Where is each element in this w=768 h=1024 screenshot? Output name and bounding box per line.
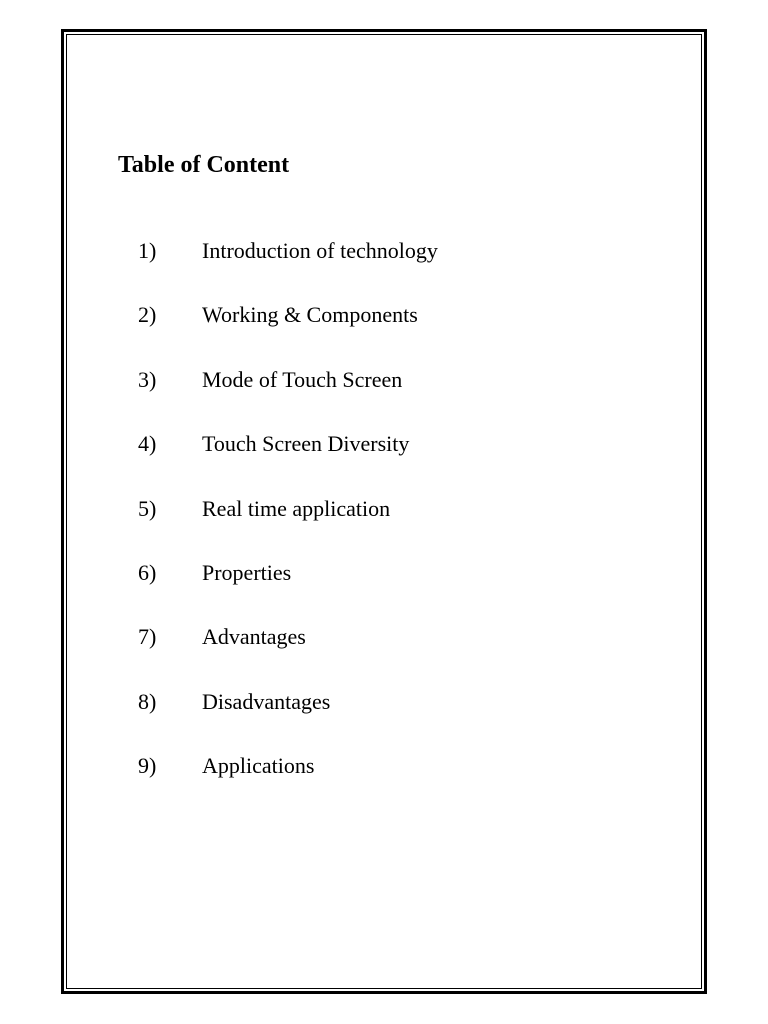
- toc-entry: [0, 687, 768, 751]
- toc-entry: [0, 236, 768, 300]
- toc-entry: [0, 429, 768, 493]
- page-title: Table of Content: [118, 152, 290, 178]
- toc-entry: [0, 558, 768, 622]
- toc-entry-text: Touch Screen Diversity: [202, 431, 410, 457]
- toc-entry-number: 1): [138, 238, 157, 263]
- toc-entry-text: Real time application: [202, 495, 391, 521]
- toc-entry-number: 5): [138, 495, 157, 521]
- toc-entry-number: 3): [138, 366, 157, 392]
- toc-entry: [0, 751, 768, 815]
- toc-entry: [0, 494, 768, 558]
- toc-entry-number: 9): [138, 753, 157, 779]
- toc-entry-number: 6): [138, 559, 157, 585]
- toc-entry-number: 2): [138, 302, 157, 328]
- toc-entry: [0, 622, 768, 686]
- toc-entry: [0, 365, 768, 429]
- toc-entry-text: Properties: [202, 559, 292, 585]
- toc-entry-text: Working & Components: [202, 302, 418, 328]
- toc-entry-text: Applications: [202, 753, 315, 779]
- toc-entry-number: 8): [138, 688, 157, 714]
- toc-list: [0, 236, 768, 816]
- toc-entry-number: 7): [138, 624, 157, 650]
- toc-entry-text: Disadvantages: [202, 688, 331, 714]
- toc-entry-number: 4): [138, 431, 157, 457]
- toc-entry-text: Mode of Touch Screen: [202, 366, 403, 392]
- toc-entry-text: Advantages: [202, 624, 306, 650]
- toc-entry: [0, 300, 768, 364]
- toc-entry-text: Introduction of technology: [202, 238, 438, 263]
